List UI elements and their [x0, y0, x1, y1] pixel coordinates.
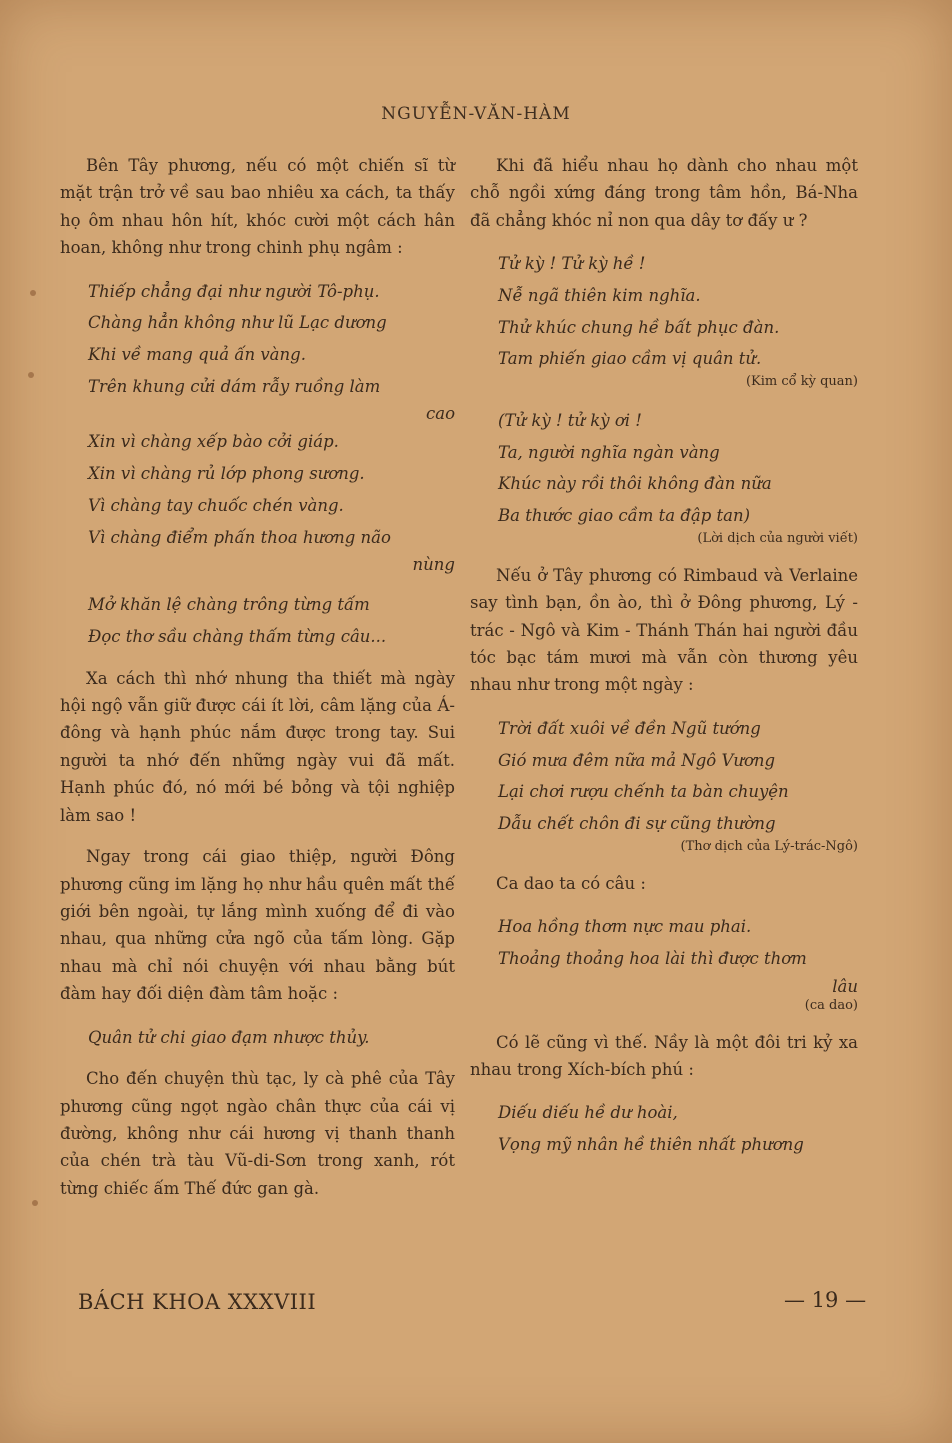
verse-block	[470, 248, 858, 393]
binding-hole	[28, 372, 34, 378]
verse-line: Thiếp chẳng đại như người Tô-phụ.	[88, 281, 380, 301]
verse-line: Thử khúc chung hề bất phục đàn.	[498, 317, 780, 337]
verse-line: Trời đất xuôi về đền Ngũ tướng	[498, 718, 761, 738]
verse-line: Hoa hồng thơm nực mau phai.	[498, 917, 752, 937]
verse-line: Lại chơi rượu chếnh ta bàn chuyện	[498, 782, 789, 802]
verse-line: Vì chàng tay chuốc chén vàng.	[88, 495, 344, 515]
verse-line: (Tử kỳ ! tử kỳ ơi !	[498, 411, 642, 431]
binding-hole	[32, 1200, 38, 1206]
verse-line: Diếu diếu hề dư hoài,	[498, 1103, 678, 1123]
page-header: NGUYỄN-VĂN-HÀM	[381, 104, 571, 124]
verse-block	[470, 1097, 858, 1160]
attribution: (Lời dịch của người viết)	[697, 530, 858, 546]
verse-line-continuation: cao	[425, 404, 455, 424]
verse-line: Ta, người nghĩa ngàn vàng	[498, 442, 720, 462]
verse-block	[470, 405, 858, 550]
verse-line: Tam phiến giao cầm vị quân tử.	[498, 349, 762, 369]
verse-line: Xin vì chàng rủ lớp phong sương.	[88, 464, 365, 484]
page-number: — 19 —	[784, 1288, 867, 1312]
paragraph: Có lẽ cũng vì thế. Nầy là một đôi tri kỷ xa nhau trong Xích-bích phú :	[470, 1032, 858, 1079]
verse-line: Ba thước giao cầm ta đập tan)	[498, 506, 751, 526]
verse-line: Chàng hẳn không như lũ Lạc dương	[88, 313, 387, 333]
paragraph: Nếu ở Tây phương có Rimbaud và Verlaine say tình bạn, ồn ào, thì ở Đông phương, Lý - trác - Ngô và Kim - Thánh Thán hai người đầu tóc bạc tám mươi mà vẫn còn thương yêu nhau như trong một ngày :	[470, 565, 858, 695]
verse-line: Gió mưa đêm nữa mả Ngô Vương	[498, 750, 776, 770]
verse-line: Tử kỳ ! Tử kỳ hề !	[498, 254, 646, 274]
paragraph: Ca dao ta có câu :	[496, 873, 646, 893]
attribution: (Thơ dịch của Lý-trác-Ngô)	[680, 838, 858, 854]
verse-block	[60, 276, 455, 578]
paragraph: Khi đã hiểu nhau họ dành cho nhau một chỗ ngồi xứng đáng trong tâm hồn, Bá-Nha đã chẳng khóc nỉ non qua dây tơ đấy ư ?	[470, 156, 858, 230]
verse-line: Vọng mỹ nhân hề thiên nhất phương	[498, 1135, 804, 1155]
verse-line-continuation: lâu	[832, 976, 858, 996]
verse-line: Quân tử chi giao đạm nhược thủy.	[88, 1027, 370, 1047]
paragraph: Xa cách thì nhớ nhung tha thiết mà ngày hội ngộ vẫn giữ được cái ít lời, câm lặng của Á-đông và hạnh phúc nắm được trong tay. Sui người ta nhớ đến những ngày vui đã mất. Hạnh phúc đó, nó mới bé bỏng và tội nghiệp làm sao !	[60, 668, 455, 825]
verse-line: Đọc thơ sầu chàng thấm từng câu...	[88, 626, 387, 646]
verse-line: Khi về mang quả ấn vàng.	[88, 345, 306, 365]
binding-hole	[30, 290, 36, 296]
right-column	[470, 152, 858, 1173]
magazine-name: BÁCH KHOA XXXVIII	[78, 1290, 317, 1314]
attribution: (Kim cổ kỳ quan)	[745, 374, 858, 390]
verse-line: Vì chàng điểm phấn thoa hương não	[88, 527, 391, 547]
verse-line: Nễ ngã thiên kim nghĩa.	[498, 285, 701, 305]
paragraph: Cho đến chuyện thù tạc, ly cà phê của Tây phương cũng ngọt ngào chân thực của cái vị đường, không như cái hương vị thanh thanh của chén trà tàu Vũ-di-Sơn trong xanh, rót từng chiếc ấm Thế đức gan gà.	[60, 1069, 455, 1198]
verse-line: Mở khăn lệ chàng trông từng tấm	[88, 595, 370, 615]
attribution: (ca dao)	[804, 997, 858, 1013]
verse-line: Khúc này rồi thôi không đàn nữa	[498, 474, 772, 494]
verse-line: Dẫu chết chôn đi sự cũng thường	[498, 813, 776, 833]
verse-block	[60, 1022, 455, 1054]
verse-block	[470, 911, 858, 1016]
verse-line: Thoảng thoảng hoa lài thì được thơm	[498, 948, 807, 968]
left-column	[60, 152, 455, 1216]
verse-block	[470, 713, 858, 858]
verse-line-continuation: nùng	[412, 555, 455, 575]
paragraph: Bên Tây phương, nếu có một chiến sĩ từ mặt trận trở về sau bao nhiêu xa cách, ta thấy họ ôm nhau hôn hít, khóc cười một cách hân hoan, không như trong chinh phụ ngâm :	[60, 156, 455, 258]
verse-block	[60, 589, 455, 652]
verse-line: Trên khung cửi dám rẫy ruồng làm	[88, 376, 381, 396]
paragraph: Ngay trong cái giao thiệp, người Đông phương cũng im lặng họ như hầu quên mất thế giới bên ngoài, tự lắng mình xuống để đi vào nhau, qua những cửa ngõ của tấm lòng. Gặp nhau mà chỉ nói chuyện với nhau bằng bút đàm hay đối diện đàm tâm hoặc :	[60, 847, 455, 1004]
verse-line: Xin vì chàng xếp bào cởi giáp.	[88, 432, 339, 452]
